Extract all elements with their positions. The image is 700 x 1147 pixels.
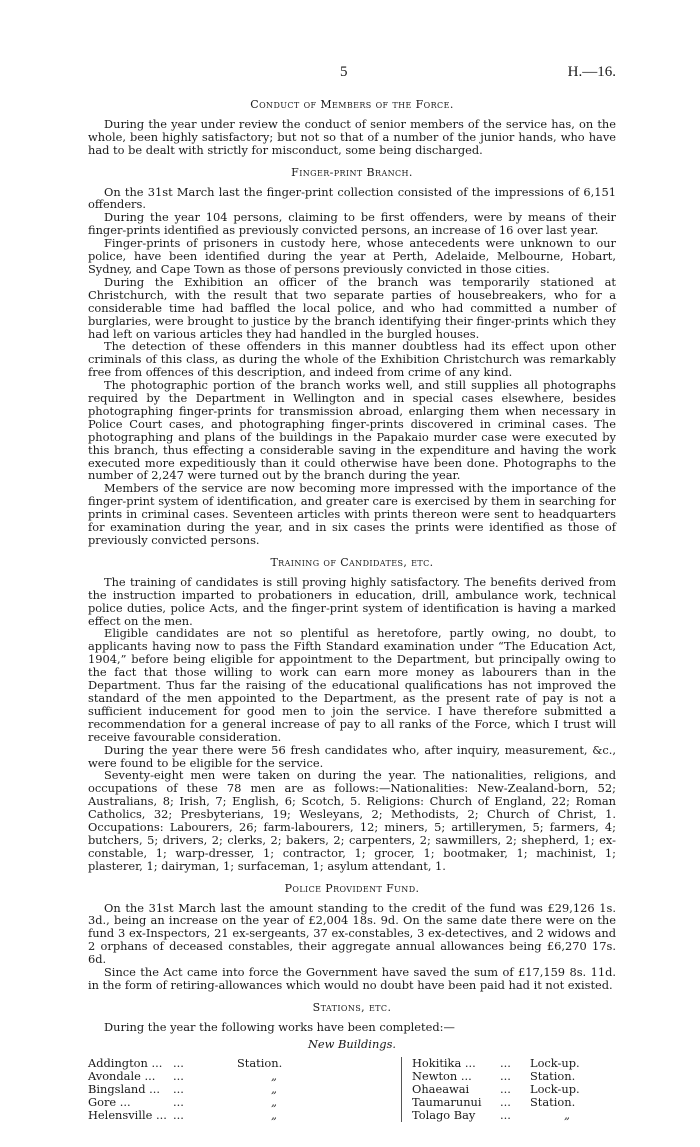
column-divider: [402, 1083, 413, 1096]
document-reference: H.—16.: [567, 64, 616, 80]
ditto-mark: „: [271, 1107, 277, 1122]
column-divider: [402, 1096, 413, 1109]
building-type: Lock-up.: [530, 1081, 580, 1096]
paragraph: The photographic portion of the branch works well, and still supplies all photographs required by the Department in Wellington and in special cases elsewhere, besides photographing finger-prints for transmission abroad, enlarging them when necessary in Police Court cases, and photographing finger-prints discovered in criminal cases. The photographing and plans of the buildings in the Papakaio murder case were executed by this branch, thus effecting a considerable saving in the expenditure and having the work executed more expeditiously than it could otherwise have been done. Photographs to the number of 2,247 were turned out by the branch during the year.: [88, 378, 616, 483]
table-row: [88, 1109, 616, 1122]
leader-dots: ...: [500, 1055, 511, 1070]
place-name: Addington ...: [88, 1055, 163, 1070]
new-buildings-subheading: New Buildings.: [307, 1036, 397, 1051]
ditto-mark: „: [271, 1081, 277, 1096]
ditto-mark: „: [271, 1068, 277, 1083]
table-row: [88, 1070, 616, 1083]
section-heading-training: Training of Candidates, etc.: [270, 555, 434, 569]
place-name: Hokitika ...: [412, 1055, 476, 1070]
table-row: [88, 1083, 616, 1096]
paragraph: During the year 104 persons, claiming to be first offenders, were by means of their finger-prints identified as previously convicted persons, an increase of 16 over last year.: [88, 210, 616, 238]
paragraph: On the 31st March last the finger-print collection consisted of the impressions of 6,151 offenders.: [88, 184, 616, 212]
paragraph: During the year there were 56 fresh candidates who, after inquiry, measurement, &c., were found to be eligible for the service.: [88, 742, 616, 770]
column-divider: [402, 1057, 413, 1070]
place-name: Taumarunui: [412, 1094, 482, 1109]
leader-dots: ...: [173, 1094, 184, 1109]
building-type: Lock-up.: [530, 1055, 580, 1070]
section-heading-finger-print: Finger-print Branch.: [291, 165, 413, 179]
table-row: [88, 1096, 616, 1109]
building-type: Station.: [237, 1055, 283, 1070]
paragraph: The training of candidates is still proving highly satisfactory. The benefits derived from the instruction imparted to probationers in education, drill, ambulance work, technical police duties, police Acts, and the finger-print system of identification is having a marked effect on the men.: [88, 574, 616, 628]
paragraph: The detection of these offenders in this manner doubtless had its effect upon other criminals of this class, as during the whole of the Exhibition Christchurch was remarkably free from offences of this description, and indeed from crime of any kind.: [88, 339, 616, 380]
paragraph: Eligible candidates are not so plentiful as heretofore, partly owing, no doubt, to applicants having now to pass the Fifth Standard examination under “The Education Act, 1904,” before being eligible for appointment to the Department, but principally owing to the fact that those willing to work can earn more money as labourers than in the Department. Thus far the raising of the educational qualifications has not improved the standard of the men appointed to the Department, as the present rate of pay is not a sufficient inducement for good men to join the service. I have therefore submitted a recommendation for a general increase of pay to all ranks of the Force, which I trust will receive favourable consideration.: [88, 626, 616, 744]
leader-dots: ...: [500, 1068, 511, 1083]
paragraph: During the year under review the conduct of senior members of the service has, on the whole, been highly satisfactory; but not so that of a number of the junior hands, who have had to be dealt with strictly for misconduct, some being discharged.: [88, 116, 616, 157]
place-name: Helensville ...: [88, 1107, 167, 1122]
building-type: Station.: [530, 1094, 576, 1109]
paragraph: Seventy-eight men were taken on during the year. The nationalities, religions, and occupations of these 78 men are as follows:—Nationalities: New-Zealand-born, 52; Australians, 8; Irish, 7; English, 6; Scotch, 5. Religions: Church of England, 22; Roman Catholics, 32; Presbyterians, 19; Wesleyans, 2; Methodists, 2; Church of Christ, 1. Occupations: Labourers, 26; farm-labourers, 12; miners, 5; artillerymen, 5; farmers, 4; butchers, 5; drivers, 2; clerks, 2; bakers, 2; carpenters, 2; sawmillers, 2; shepherd, 1; ex-constable, 1; warp-dresser, 1; contractor, 1; grocer, 1; bootmaker, 1; machinist, 1; plasterer, 1; dairyman, 1; surfaceman, 1; asylum attendant, 1.: [88, 768, 616, 873]
place-name: Avondale ...: [88, 1068, 156, 1083]
section-heading-stations: Stations, etc.: [312, 1000, 392, 1014]
section-heading-conduct: Conduct of Members of the Force.: [250, 98, 454, 111]
paragraph: Since the Act came into force the Government have saved the sum of £17,159 8s. 11d. in the form of retiring-allowances which would no doubt have been paid had it not existed.: [88, 965, 616, 992]
column-divider: [402, 1070, 413, 1083]
section-heading-provident-fund: Police Provident Fund.: [284, 881, 420, 895]
ditto-mark: „: [271, 1094, 277, 1109]
leader-dots: ...: [173, 1068, 184, 1083]
paragraph: Members of the service are now becoming more impressed with the importance of the finger-print system of identification, and greater care is exercised by them in searching for prints in criminal cases. Seventeen articles with prints thereon were sent to headquarters for examination during the year, and in six cases the prints were identified as those of previously convicted persons.: [88, 481, 616, 547]
paragraph: Finger-prints of prisoners in custody here, whose antecedents were unknown to our police, have been identified during the year at Perth, Adelaide, Melbourne, Hobart, Sydney, and Cape Town as those of persons previously convicted in those cities.: [88, 236, 616, 276]
paragraph: On the 31st March last the amount standing to the credit of the fund was £29,126 1s. 3d., being an increase on the year of £2,004 18s. 9d. On the same date there were on the fund 3 ex-Inspectors, 21 ex-sergeants, 37 ex-constables, 3 ex-detectives, and 2 widows and 2 orphans of deceased constables, their aggregate annual allowances being £6,270 17s. 6d.: [88, 900, 616, 967]
ditto-mark: „: [564, 1107, 570, 1122]
page-number: 5: [340, 64, 348, 80]
leader-dots: ...: [500, 1094, 511, 1109]
leader-dots: ...: [173, 1055, 184, 1070]
leader-dots: ...: [173, 1081, 184, 1096]
place-name: Tolago Bay: [412, 1107, 476, 1122]
leader-dots: ...: [500, 1081, 511, 1096]
stations-intro: During the year the following works have been completed:—: [104, 1019, 455, 1034]
column-divider: [402, 1109, 413, 1122]
building-type: Station.: [530, 1068, 576, 1083]
place-name: Newton ...: [412, 1068, 472, 1083]
leader-dots: ...: [173, 1107, 184, 1122]
table-row: [88, 1057, 616, 1070]
paragraph: During the Exhibition an officer of the branch was temporarily stationed at Christchurch, with the result that two separate parties of housebreakers, who for a considerable time had baffled the local police, and who had committed a number of burglaries, were brought to justice by the branch identifying their finger-prints which they had left on various articles they had handled in the burgled houses.: [88, 274, 616, 341]
place-name: Bingsland ...: [88, 1081, 161, 1096]
place-name: Ohaeawai: [412, 1081, 470, 1096]
new-buildings-table: [88, 1057, 616, 1122]
leader-dots: ...: [500, 1107, 511, 1122]
place-name: Gore ...: [88, 1094, 131, 1109]
